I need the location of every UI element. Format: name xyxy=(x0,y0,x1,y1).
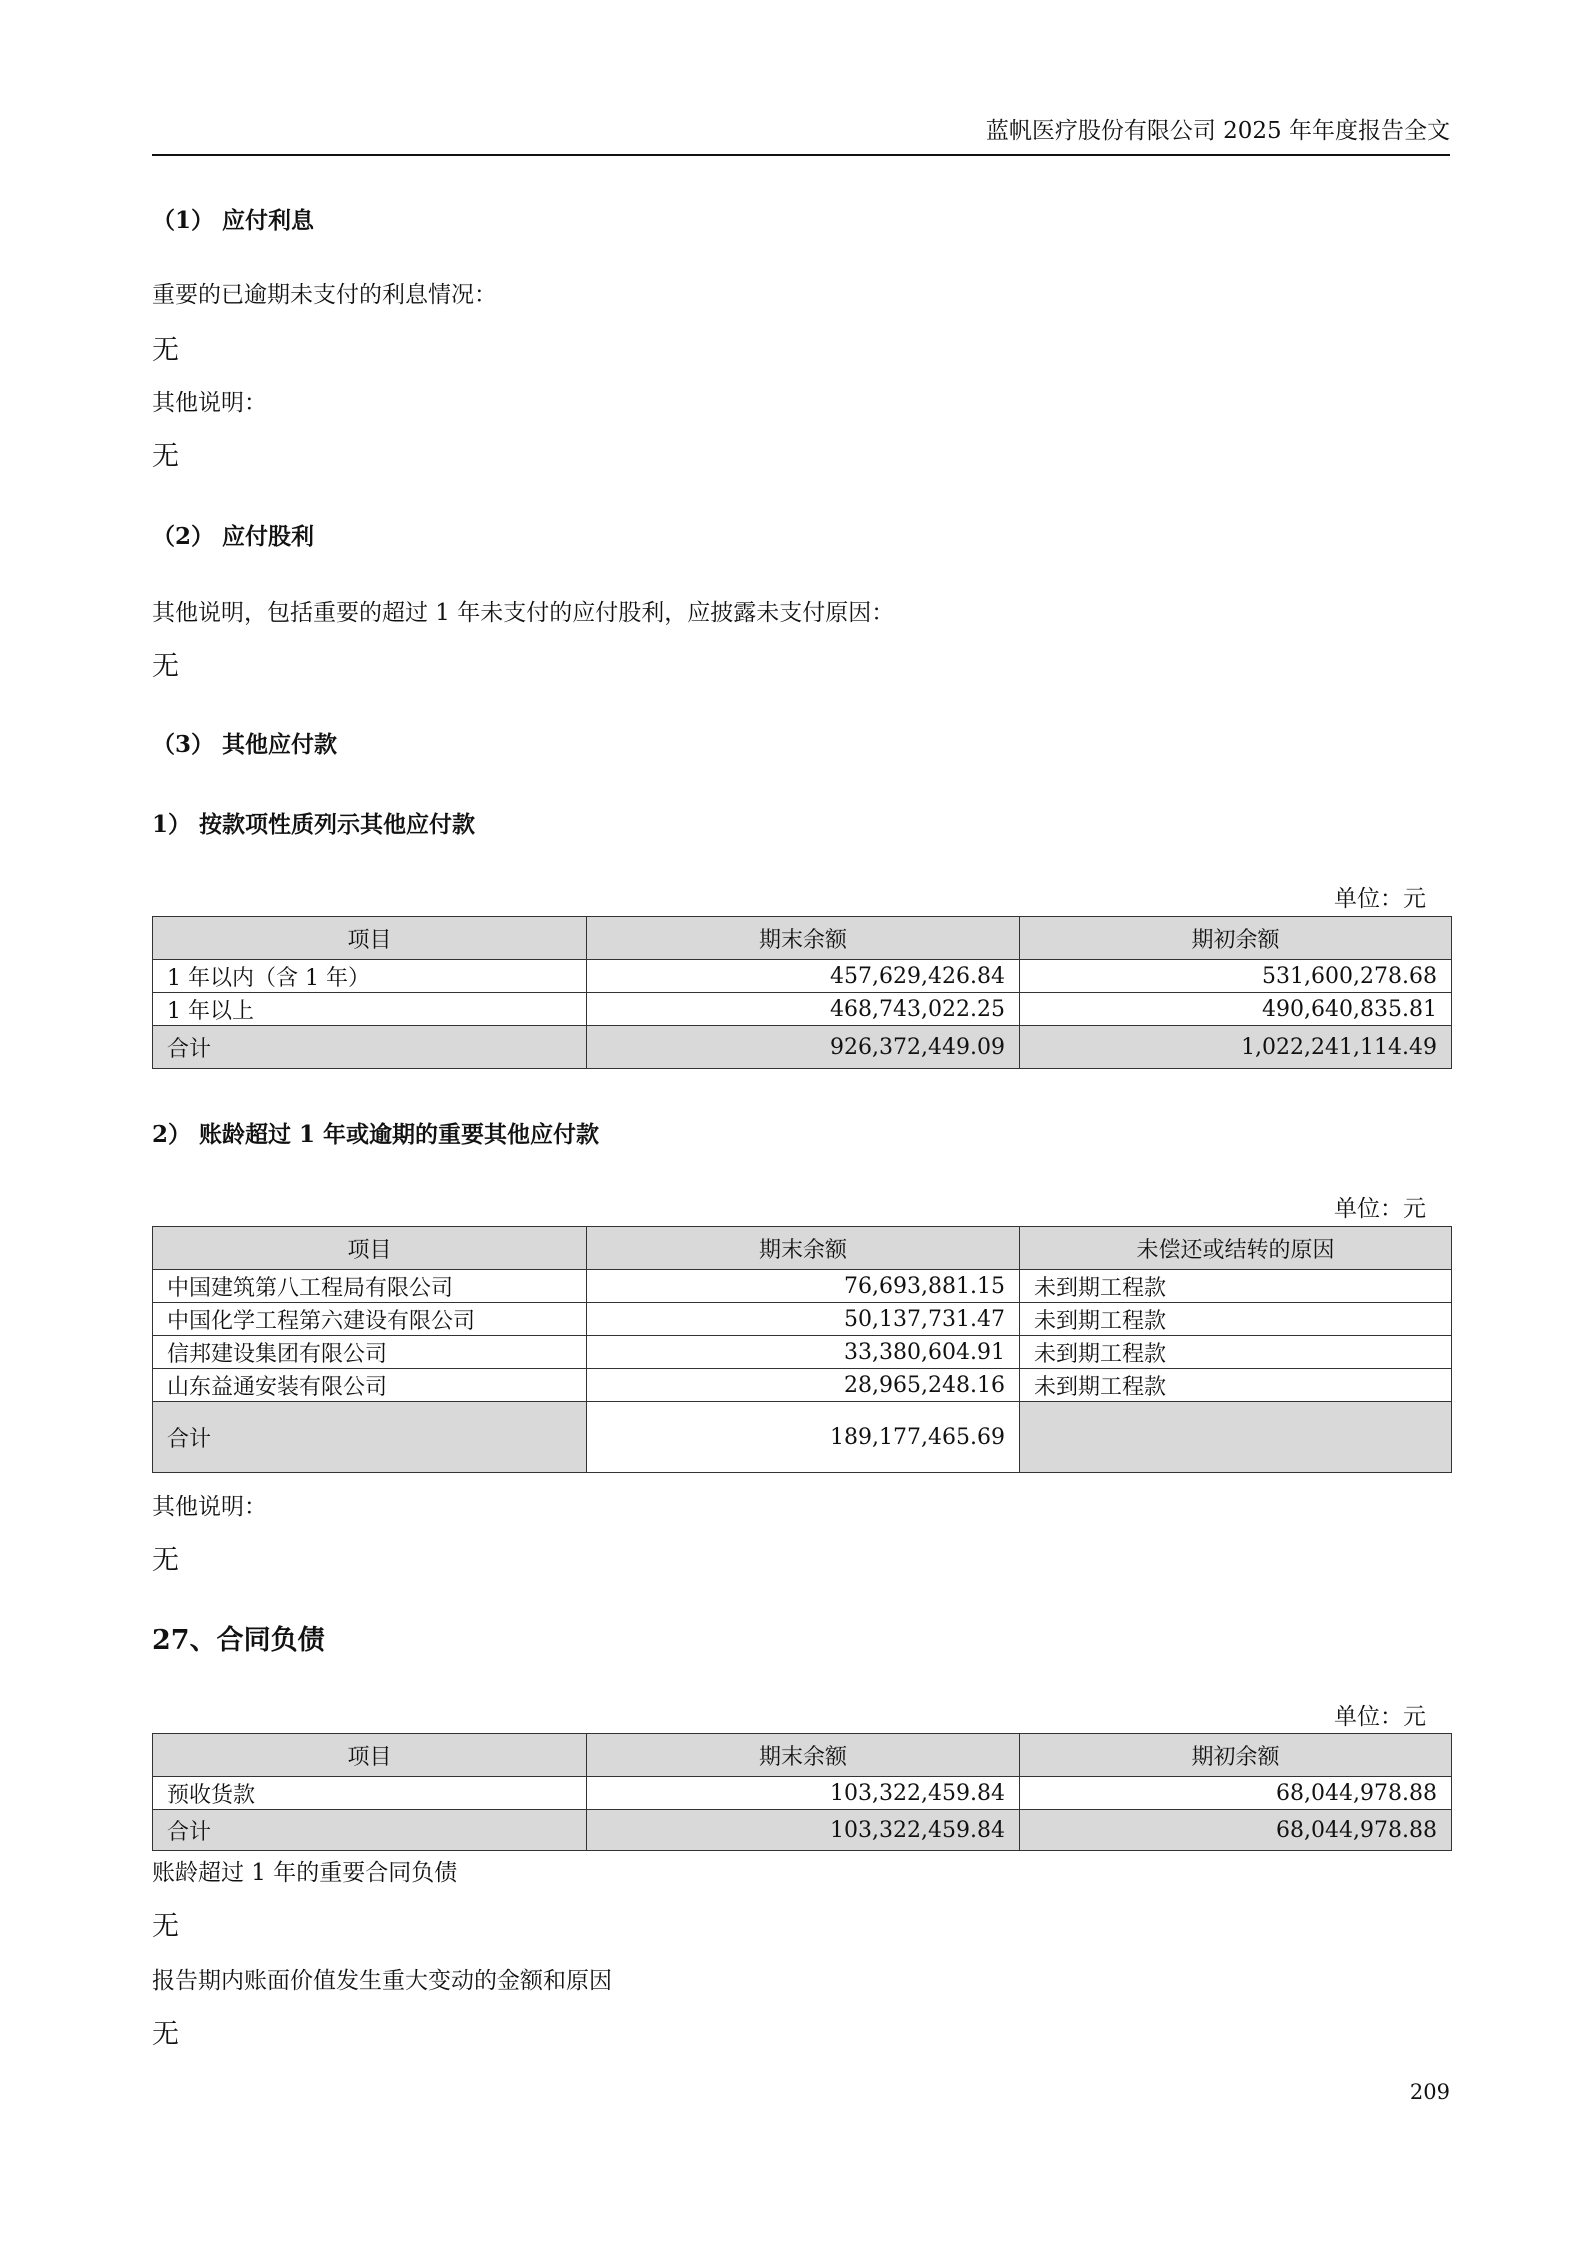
important-other-payables-table xyxy=(152,1226,1452,1473)
column-header: 期末余额 xyxy=(587,917,1020,960)
total-label: 合计 xyxy=(153,1810,587,1851)
sub2-unit: 单位：元 xyxy=(1334,1196,1426,1222)
total-ending-balance: 189,177,465.69 xyxy=(587,1402,1020,1473)
section-1-other-value: 无 xyxy=(152,441,179,472)
page-header xyxy=(152,112,1450,156)
sub2-heading: 2） 账龄超过 1 年或逾期的重要其他应付款 xyxy=(152,1121,600,1148)
overdue-interest-label: 重要的已逾期未支付的利息情况： xyxy=(152,282,497,308)
overdue-interest-value: 无 xyxy=(152,335,179,366)
table-row xyxy=(153,1369,1452,1402)
ending-balance: 457,629,426.84 xyxy=(587,960,1020,993)
book-value-change-label: 报告期内账面价值发生重大变动的金额和原因 xyxy=(152,1968,612,1994)
column-header: 项目 xyxy=(153,1227,587,1270)
section-2-other-label: 其他说明，包括重要的超过 1 年未支付的应付股利，应披露未支付原因： xyxy=(152,600,895,626)
section-27-unit: 单位：元 xyxy=(1334,1704,1426,1730)
column-header: 期末余额 xyxy=(587,1227,1020,1270)
table-row xyxy=(153,993,1452,1026)
table-header-row xyxy=(153,1227,1452,1270)
total-row xyxy=(153,1026,1452,1069)
table-header-row xyxy=(153,917,1452,960)
total-reason xyxy=(1020,1402,1452,1473)
table-row xyxy=(153,1270,1452,1303)
aging-contract-liabilities-value: 无 xyxy=(152,1911,179,1942)
section-2-other-value: 无 xyxy=(152,651,179,682)
column-header: 期初余额 xyxy=(1020,1734,1452,1777)
contract-liabilities-table xyxy=(152,1733,1452,1851)
section-3-other-label: 其他说明： xyxy=(152,1494,267,1520)
ending-balance: 103,322,459.84 xyxy=(587,1777,1020,1810)
opening-balance: 490,640,835.81 xyxy=(1020,993,1452,1026)
reason: 未到期工程款 xyxy=(1020,1270,1452,1303)
section-1-heading: （1） 应付利息 xyxy=(152,207,315,234)
column-header: 项目 xyxy=(153,1734,587,1777)
opening-balance: 531,600,278.68 xyxy=(1020,960,1452,993)
creditor-name: 中国化学工程第六建设有限公司 xyxy=(153,1303,587,1336)
other-payables-by-nature-table xyxy=(152,916,1452,1069)
total-label: 合计 xyxy=(153,1026,587,1069)
row-label: 1 年以上 xyxy=(153,993,587,1026)
creditor-name: 山东益通安装有限公司 xyxy=(153,1369,587,1402)
ending-balance: 50,137,731.47 xyxy=(587,1303,1020,1336)
row-label: 1 年以内（含 1 年） xyxy=(153,960,587,993)
total-row xyxy=(153,1810,1452,1851)
total-opening-balance: 68,044,978.88 xyxy=(1020,1810,1452,1851)
total-ending-balance: 926,372,449.09 xyxy=(587,1026,1020,1069)
page-number: 209 xyxy=(1409,2080,1450,2104)
reason: 未到期工程款 xyxy=(1020,1303,1452,1336)
book-value-change-value: 无 xyxy=(152,2019,179,2050)
ending-balance: 28,965,248.16 xyxy=(587,1369,1020,1402)
report-title: 蓝帆医疗股份有限公司 2025 年年度报告全文 xyxy=(985,118,1450,144)
table-row xyxy=(153,1303,1452,1336)
column-header: 期初余额 xyxy=(1020,917,1452,960)
sub1-heading: 1） 按款项性质列示其他应付款 xyxy=(152,811,476,838)
total-row xyxy=(153,1402,1452,1473)
ending-balance: 33,380,604.91 xyxy=(587,1336,1020,1369)
row-label: 预收货款 xyxy=(153,1777,587,1810)
section-27-heading: 27、合同负债 xyxy=(152,1625,325,1656)
section-1-other-label: 其他说明： xyxy=(152,390,267,416)
column-header: 项目 xyxy=(153,917,587,960)
total-opening-balance: 1,022,241,114.49 xyxy=(1020,1026,1452,1069)
section-3-heading: （3） 其他应付款 xyxy=(152,731,338,758)
opening-balance: 68,044,978.88 xyxy=(1020,1777,1452,1810)
ending-balance: 468,743,022.25 xyxy=(587,993,1020,1026)
column-header: 期末余额 xyxy=(587,1734,1020,1777)
creditor-name: 信邦建设集团有限公司 xyxy=(153,1336,587,1369)
table-header-row xyxy=(153,1734,1452,1777)
sub1-unit: 单位：元 xyxy=(1334,886,1426,912)
section-2-heading: （2） 应付股利 xyxy=(152,523,315,550)
aging-contract-liabilities-label: 账龄超过 1 年的重要合同负债 xyxy=(152,1860,458,1886)
reason: 未到期工程款 xyxy=(1020,1336,1452,1369)
section-3-other-value: 无 xyxy=(152,1545,179,1576)
total-ending-balance: 103,322,459.84 xyxy=(587,1810,1020,1851)
ending-balance: 76,693,881.15 xyxy=(587,1270,1020,1303)
creditor-name: 中国建筑第八工程局有限公司 xyxy=(153,1270,587,1303)
table-row xyxy=(153,1336,1452,1369)
total-label: 合计 xyxy=(153,1402,587,1473)
column-header: 未偿还或结转的原因 xyxy=(1020,1227,1452,1270)
reason: 未到期工程款 xyxy=(1020,1369,1452,1402)
table-row xyxy=(153,960,1452,993)
table-row xyxy=(153,1777,1452,1810)
